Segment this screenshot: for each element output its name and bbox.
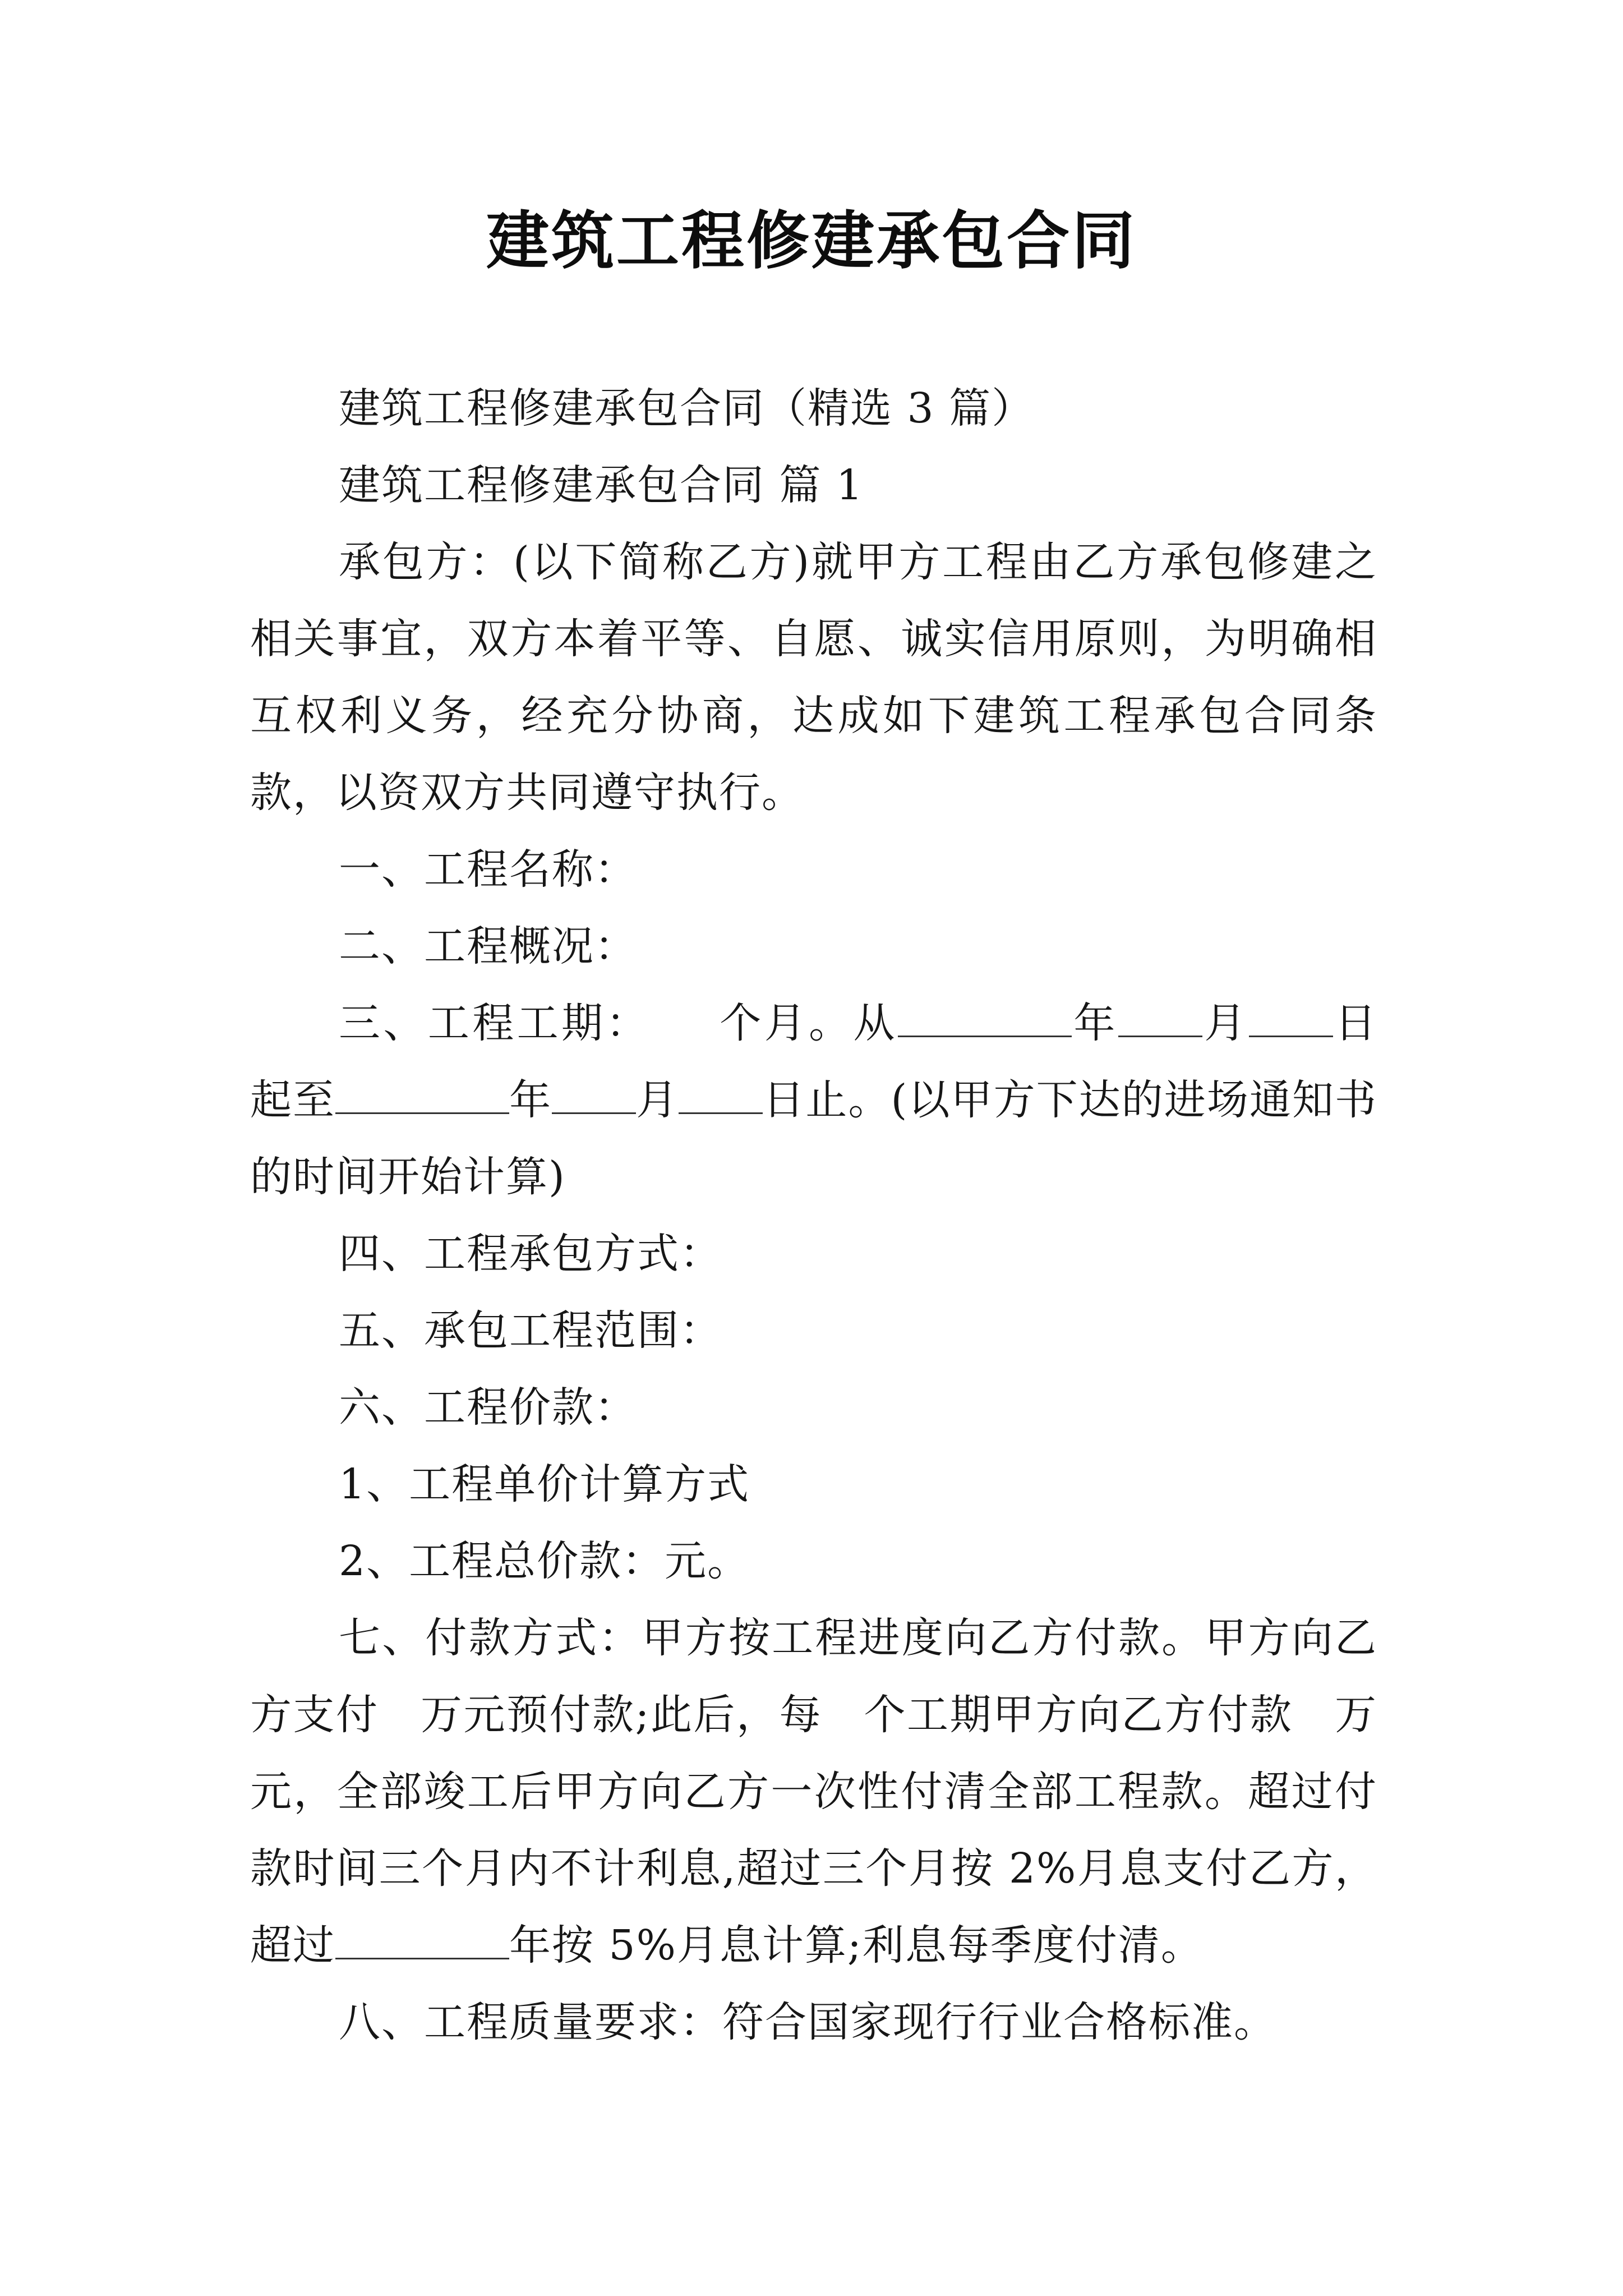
end-year-label: 年 <box>509 1076 552 1124</box>
end-month-label: 月 <box>636 1076 679 1124</box>
clause-payment-method <box>250 1600 1377 1984</box>
clause-project-duration <box>250 985 1377 1216</box>
blank-start-month <box>1118 1001 1202 1037</box>
payment-text-c: 个工期甲方向乙方付款 <box>863 1691 1293 1739</box>
clause-total-price: 2、工程总价款：元。 <box>339 1537 750 1585</box>
blank-overdue-years <box>335 1923 509 1959</box>
duration-prefix: 三、工程工期： <box>339 999 651 1047</box>
duration-months-text: 个月。从 <box>717 999 898 1047</box>
part-heading: 建筑工程修建承包合同 篇 1 <box>339 461 864 509</box>
intro-paragraph: 承包方：(以下简称乙方)就甲方工程由乙方承包修建之相关事宜，双方本着平等、自愿、诚实信用原则，为明确相互权利义务，经充分协商，达成如下建筑工程承包合同条款，以资双方共同遵守执行。 <box>250 538 1377 817</box>
clause-project-overview: 二、工程概况： <box>339 922 637 970</box>
blank-start-day <box>1249 1001 1333 1037</box>
start-month-label: 月 <box>1202 999 1249 1047</box>
clause-contract-method: 四、工程承包方式： <box>339 1230 722 1278</box>
document-body <box>250 370 1377 2061</box>
start-day-label: 日起至 <box>250 999 1378 1124</box>
clause-project-price: 六、工程价款： <box>339 1383 637 1432</box>
payment-text-a: 七、付款方式：甲方按工程进度向乙方付款。甲方向乙方支付 <box>250 1614 1377 1739</box>
collection-heading: 建筑工程修建承包合同（精选 3 篇） <box>339 384 1035 432</box>
clause-contract-scope: 五、承包工程范围： <box>339 1306 722 1355</box>
payment-text-d: 万元，全部竣工后甲方向乙方一次性付清全部工程款。超过付款时间三个月内不计利息,超过三个月按 2%月息支付乙方，超过 <box>250 1691 1378 1970</box>
clause-project-name: 一、工程名称： <box>339 845 637 894</box>
clause-unit-price-method: 1、工程单价计算方式 <box>339 1460 750 1508</box>
clause-quality-requirement: 八、工程质量要求：符合国家现行行业合格标准。 <box>339 1998 1276 2046</box>
blank-end-day <box>679 1078 763 1114</box>
blank-end-year <box>335 1078 509 1114</box>
blank-start-year <box>898 1001 1072 1037</box>
payment-text-b: 万元预付款;此后，每 <box>420 1691 822 1739</box>
end-day-label: 日止。(以甲方下达的进场通知书的时间开始计算) <box>250 1076 1378 1201</box>
blank-end-month <box>552 1078 636 1114</box>
payment-text-e: 年按 5%月息计算;利息每季度付清。 <box>509 1921 1204 1970</box>
document-title: 建筑工程修建承包合同 <box>486 204 1137 278</box>
start-year-label: 年 <box>1071 999 1118 1047</box>
